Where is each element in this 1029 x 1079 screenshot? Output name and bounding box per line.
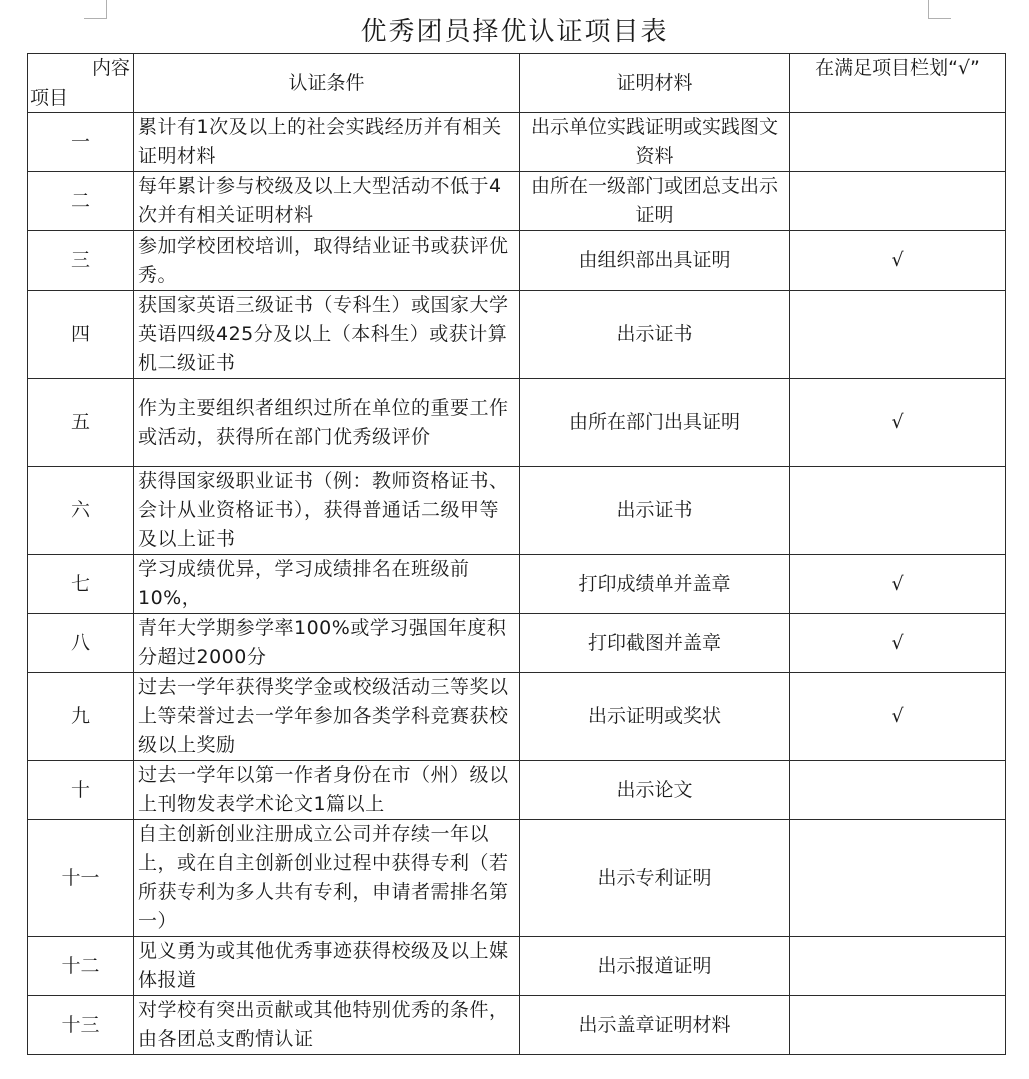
- header-content-item-cell: [28, 54, 134, 113]
- row-proof: 由组织部出具证明: [520, 231, 790, 291]
- row-proof: 打印成绩单并盖章: [520, 555, 790, 614]
- table-row: [28, 379, 1006, 467]
- table-header-row: [28, 54, 1006, 113]
- row-item-number: 一: [28, 113, 134, 172]
- row-condition: 青年大学期参学率100%或学习强国年度积分超过2000分: [134, 614, 520, 673]
- row-item-number: 七: [28, 555, 134, 614]
- row-item-number: 十二: [28, 937, 134, 996]
- row-condition: 过去一学年获得奖学金或校级活动三等奖以上等荣誉过去一学年参加各类学科竞赛获校级以上奖励: [134, 673, 520, 761]
- header-proof: 证明材料: [520, 54, 790, 113]
- row-check-mark[interactable]: [790, 761, 1006, 820]
- table-row: [28, 761, 1006, 820]
- header-check: 在满足项目栏划“√”: [790, 54, 1006, 113]
- row-check-mark[interactable]: [790, 172, 1006, 231]
- certification-table: [27, 53, 1006, 1055]
- row-condition: 获得国家级职业证书（例：教师资格证书、会计从业资格证书），获得普通话二级甲等及以上证书: [134, 467, 520, 555]
- row-proof: 出示单位实践证明或实践图文资料: [520, 113, 790, 172]
- row-check-mark[interactable]: [790, 291, 1006, 379]
- row-condition: 学习成绩优异，学习成绩排名在班级前10%，: [134, 555, 520, 614]
- table-row: [28, 614, 1006, 673]
- row-check-mark[interactable]: √: [790, 555, 1006, 614]
- table-row: [28, 467, 1006, 555]
- row-condition: 每年累计参与校级及以上大型活动不低于4次并有相关证明材料: [134, 172, 520, 231]
- table-body: [28, 113, 1006, 1055]
- row-check-mark[interactable]: √: [790, 379, 1006, 467]
- row-condition: 作为主要组织者组织过所在单位的重要工作或活动，获得所在部门优秀级评价: [134, 379, 520, 467]
- row-item-number: 十一: [28, 820, 134, 937]
- row-proof: 出示证明或奖状: [520, 673, 790, 761]
- row-item-number: 九: [28, 673, 134, 761]
- page-title: 优秀团员择优认证项目表: [360, 17, 669, 47]
- table-row: [28, 820, 1006, 937]
- row-proof: 由所在部门出具证明: [520, 379, 790, 467]
- row-proof: 打印截图并盖章: [520, 614, 790, 673]
- row-item-number: 六: [28, 467, 134, 555]
- table-row: [28, 231, 1006, 291]
- row-condition: 自主创新创业注册成立公司并存续一年以上，或在自主创新创业过程中获得专利（若所获专利为多人共有专利，申请者需排名第一）: [134, 820, 520, 937]
- row-condition: 参加学校团校培训，取得结业证书或获评优秀。: [134, 231, 520, 291]
- row-proof: 出示证书: [520, 467, 790, 555]
- row-item-number: 十三: [28, 996, 134, 1055]
- row-check-mark[interactable]: √: [790, 231, 1006, 291]
- row-condition: 见义勇为或其他优秀事迹获得校级及以上媒体报道: [134, 937, 520, 996]
- table-row: [28, 555, 1006, 614]
- table-row: [28, 937, 1006, 996]
- row-proof: 出示报道证明: [520, 937, 790, 996]
- row-condition: 对学校有突出贡献或其他特别优秀的条件，由各团总支酌情认证: [134, 996, 520, 1055]
- row-check-mark[interactable]: √: [790, 614, 1006, 673]
- row-check-mark[interactable]: [790, 820, 1006, 937]
- row-condition: 获国家英语三级证书（专科生）或国家大学英语四级425分及以上（本科生）或获计算机二级证书: [134, 291, 520, 379]
- row-item-number: 三: [28, 231, 134, 291]
- table-row: [28, 172, 1006, 231]
- row-condition: 累计有1次及以上的社会实践经历并有相关证明材料: [134, 113, 520, 172]
- row-check-mark[interactable]: [790, 996, 1006, 1055]
- row-proof: 由所在一级部门或团总支出示证明: [520, 172, 790, 231]
- row-proof: 出示证书: [520, 291, 790, 379]
- row-proof: 出示专利证明: [520, 820, 790, 937]
- header-content-label: 内容: [91, 57, 130, 79]
- row-item-number: 五: [28, 379, 134, 467]
- row-item-number: 八: [28, 614, 134, 673]
- row-condition: 过去一学年以第一作者身份在市（州）级以上刊物发表学术论文1篇以上: [134, 761, 520, 820]
- row-check-mark[interactable]: [790, 113, 1006, 172]
- row-item-number: 四: [28, 291, 134, 379]
- table-row: [28, 673, 1006, 761]
- row-check-mark[interactable]: √: [790, 673, 1006, 761]
- header-item-label: 项目: [30, 87, 69, 109]
- row-proof: 出示盖章证明材料: [520, 996, 790, 1055]
- row-check-mark[interactable]: [790, 937, 1006, 996]
- table-row: [28, 291, 1006, 379]
- header-condition: 认证条件: [134, 54, 520, 113]
- row-check-mark[interactable]: [790, 467, 1006, 555]
- row-item-number: 十: [28, 761, 134, 820]
- row-item-number: 二: [28, 172, 134, 231]
- table-row: [28, 113, 1006, 172]
- row-proof: 出示论文: [520, 761, 790, 820]
- table-row: [28, 996, 1006, 1055]
